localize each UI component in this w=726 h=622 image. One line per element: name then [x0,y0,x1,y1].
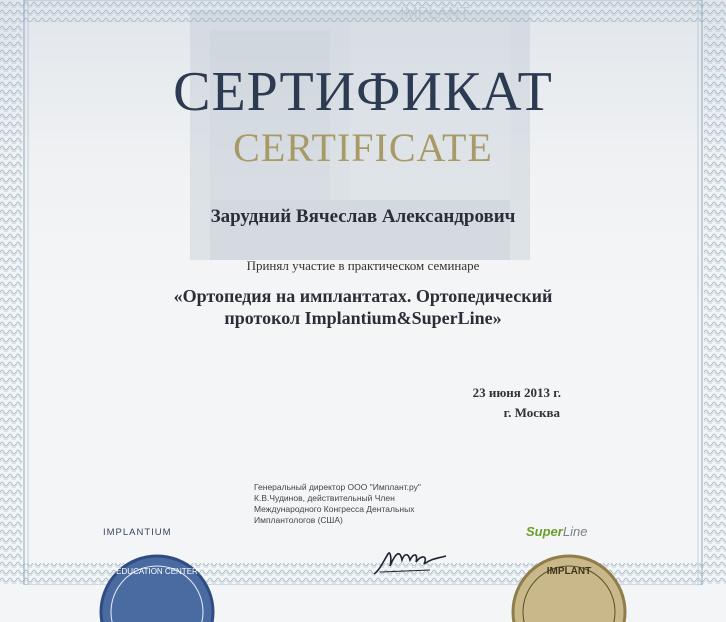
seal-right-text: IMPLANT [546,566,592,577]
issue-date: 23 июня 2013 г. [472,385,561,400]
director-line1: Генеральный директор ООО "Имплант.ру" [254,482,421,492]
seminar-title-line1: «Ортопедия на имплантатах. Ортопедический [173,286,553,306]
superline-logo-part1: Super [526,524,563,539]
superline-logo [526,524,587,539]
implantium-logo: IMPLANTIUM [103,527,172,538]
director-signature [370,540,450,580]
superline-logo-part2: Line [562,524,588,539]
seal-left-text: EDUCATION CENTER [116,567,198,576]
director-block [254,482,494,526]
recipient-name: Зарудний Вячеслав Александрович [210,206,516,227]
education-center-seal [92,552,222,622]
seminar-title [0,285,726,329]
implant-seal [504,552,634,622]
building-sign: IMPLANT [400,5,470,22]
director-line4: Имплантологов (США) [254,515,343,525]
director-line3: Международного Конгресса Дентальных [254,504,415,514]
director-line2: К.В.Чудинов, действительный Член [254,493,395,503]
participation-text: Принял участие в практическом семинаре [246,258,480,273]
title-english: CERTIFICATE [233,125,493,170]
seminar-title-line2: протокол Implantium&SuperLine» [224,308,502,328]
title-russian: СЕРТИФИКАТ [173,61,553,123]
issue-city: г. Москва [503,405,560,420]
